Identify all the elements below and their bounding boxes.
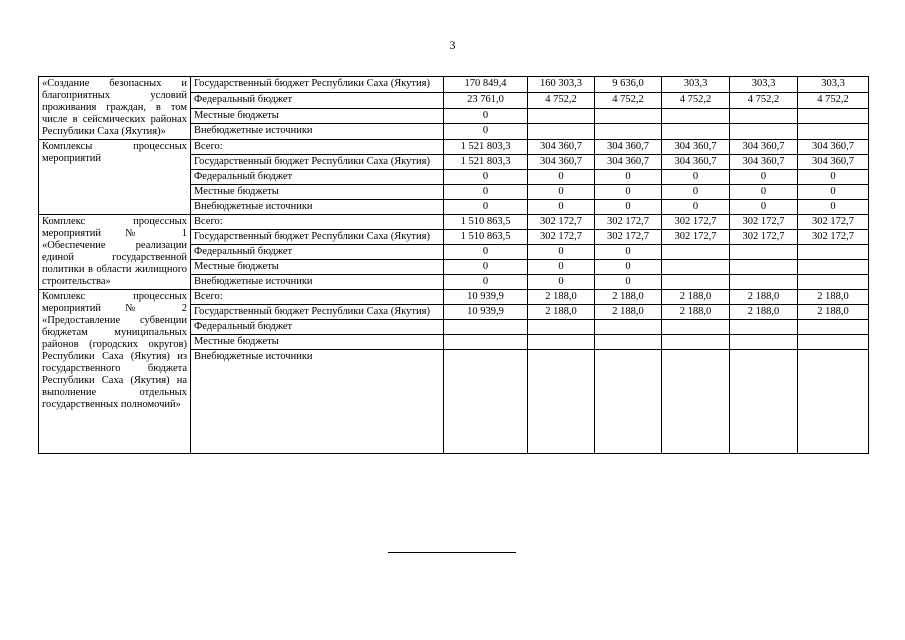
amount-cell: 302 172,7 <box>798 215 869 230</box>
amount-cell: 0 <box>444 200 528 215</box>
amount-cell: 2 188,0 <box>528 305 595 320</box>
funding-source-cell: Местные бюджеты <box>191 260 444 275</box>
funding-source-cell: Местные бюджеты <box>191 185 444 200</box>
table-body <box>39 77 869 454</box>
amount-cell: 1 510 863,5 <box>444 230 528 245</box>
footer-divider <box>388 552 516 553</box>
amount-cell: 4 752,2 <box>662 92 730 108</box>
funding-source-cell: Внебюджетные источники <box>191 124 444 140</box>
amount-cell <box>444 335 528 350</box>
amount-cell: 0 <box>528 245 595 260</box>
amount-cell <box>662 245 730 260</box>
amount-cell: 304 360,7 <box>798 155 869 170</box>
amount-cell: 2 188,0 <box>730 305 798 320</box>
amount-cell: 2 188,0 <box>528 290 595 305</box>
funding-source-cell: Всего: <box>191 290 444 305</box>
amount-cell <box>798 245 869 260</box>
amount-cell <box>662 108 730 124</box>
funding-source-cell: Федеральный бюджет <box>191 245 444 260</box>
amount-cell: 2 188,0 <box>662 290 730 305</box>
amount-cell: 0 <box>528 275 595 290</box>
amount-cell <box>730 108 798 124</box>
amount-cell: 0 <box>444 108 528 124</box>
amount-cell: 0 <box>662 185 730 200</box>
table-row <box>39 215 869 230</box>
amount-cell: 170 849,4 <box>444 77 528 93</box>
amount-cell: 304 360,7 <box>730 155 798 170</box>
amount-cell: 0 <box>798 170 869 185</box>
amount-cell: 0 <box>730 170 798 185</box>
amount-cell <box>662 335 730 350</box>
amount-cell: 0 <box>595 170 662 185</box>
amount-cell <box>595 350 662 454</box>
amount-cell: 1 521 803,3 <box>444 140 528 155</box>
funding-source-cell: Государственный бюджет Республики Саха (Якутия) <box>191 155 444 170</box>
funding-source-cell: Внебюджетные источники <box>191 275 444 290</box>
table-row <box>39 77 869 93</box>
amount-cell: 302 172,7 <box>662 230 730 245</box>
funding-source-cell: Государственный бюджет Республики Саха (Якутия) <box>191 77 444 93</box>
funding-table <box>38 76 869 454</box>
amount-cell: 4 752,2 <box>528 92 595 108</box>
funding-source-cell: Всего: <box>191 140 444 155</box>
amount-cell <box>595 335 662 350</box>
amount-cell: 2 188,0 <box>798 290 869 305</box>
amount-cell <box>662 124 730 140</box>
amount-cell: 0 <box>595 275 662 290</box>
amount-cell: 304 360,7 <box>662 155 730 170</box>
amount-cell: 0 <box>444 260 528 275</box>
amount-cell: 4 752,2 <box>595 92 662 108</box>
amount-cell: 304 360,7 <box>528 155 595 170</box>
amount-cell <box>662 320 730 335</box>
amount-cell: 0 <box>798 200 869 215</box>
amount-cell <box>730 275 798 290</box>
amount-cell <box>798 350 869 454</box>
amount-cell: 302 172,7 <box>528 230 595 245</box>
amount-cell: 2 188,0 <box>730 290 798 305</box>
amount-cell: 1 521 803,3 <box>444 155 528 170</box>
amount-cell: 302 172,7 <box>730 215 798 230</box>
amount-cell: 0 <box>595 185 662 200</box>
amount-cell: 0 <box>528 185 595 200</box>
amount-cell: 0 <box>444 124 528 140</box>
amount-cell: 303,3 <box>798 77 869 93</box>
amount-cell <box>798 335 869 350</box>
amount-cell: 0 <box>528 260 595 275</box>
funding-source-cell: Местные бюджеты <box>191 108 444 124</box>
amount-cell <box>595 320 662 335</box>
amount-cell: 0 <box>444 185 528 200</box>
amount-cell: 23 761,0 <box>444 92 528 108</box>
amount-cell: 303,3 <box>662 77 730 93</box>
amount-cell: 4 752,2 <box>730 92 798 108</box>
amount-cell: 0 <box>595 200 662 215</box>
amount-cell: 10 939,9 <box>444 290 528 305</box>
amount-cell: 4 752,2 <box>798 92 869 108</box>
amount-cell: 0 <box>444 275 528 290</box>
funding-source-cell: Федеральный бюджет <box>191 320 444 335</box>
amount-cell: 2 188,0 <box>595 290 662 305</box>
amount-cell: 0 <box>662 170 730 185</box>
amount-cell: 0 <box>798 185 869 200</box>
amount-cell: 0 <box>662 200 730 215</box>
page-number: 3 <box>449 38 456 52</box>
amount-cell <box>730 124 798 140</box>
amount-cell: 2 188,0 <box>798 305 869 320</box>
amount-cell <box>730 320 798 335</box>
amount-cell <box>444 320 528 335</box>
amount-cell <box>662 260 730 275</box>
amount-cell: 304 360,7 <box>528 140 595 155</box>
amount-cell: 302 172,7 <box>595 215 662 230</box>
amount-cell: 302 172,7 <box>798 230 869 245</box>
amount-cell <box>595 108 662 124</box>
amount-cell <box>730 260 798 275</box>
event-name-cell: «Создание безопасных и благоприятных условий проживания граждан, в том числе в сейсмических районах Республики Саха (Якутия)» <box>39 77 191 140</box>
amount-cell: 0 <box>730 200 798 215</box>
amount-cell: 303,3 <box>730 77 798 93</box>
amount-cell: 0 <box>528 200 595 215</box>
amount-cell: 304 360,7 <box>595 140 662 155</box>
amount-cell: 0 <box>595 260 662 275</box>
event-name-cell: Комплекс процессных мероприятий № 2 «Предоставление субвенции бюджетам муниципальных районов (городских округов) Республики Саха (Якутия) из государственного бюджета Республики Саха (Якутия) на выполнение отдельных государственных полномочий» <box>39 290 191 454</box>
table-row <box>39 140 869 155</box>
amount-cell: 304 360,7 <box>798 140 869 155</box>
amount-cell: 0 <box>595 245 662 260</box>
amount-cell: 9 636,0 <box>595 77 662 93</box>
event-name-cell: Комплекс процессных мероприятий № 1 «Обеспечение реализации единой государственной политики в области жилищного строительства» <box>39 215 191 290</box>
amount-cell: 302 172,7 <box>730 230 798 245</box>
amount-cell <box>528 108 595 124</box>
funding-source-cell: Федеральный бюджет <box>191 170 444 185</box>
funding-source-cell: Государственный бюджет Республики Саха (Якутия) <box>191 305 444 320</box>
amount-cell <box>798 108 869 124</box>
amount-cell <box>730 350 798 454</box>
amount-cell <box>798 275 869 290</box>
amount-cell: 302 172,7 <box>528 215 595 230</box>
amount-cell: 160 303,3 <box>528 77 595 93</box>
amount-cell <box>730 335 798 350</box>
funding-source-cell: Внебюджетные источники <box>191 200 444 215</box>
amount-cell <box>798 260 869 275</box>
amount-cell: 302 172,7 <box>595 230 662 245</box>
amount-cell <box>528 335 595 350</box>
funding-source-cell: Федеральный бюджет <box>191 92 444 108</box>
amount-cell <box>662 350 730 454</box>
amount-cell: 1 510 863,5 <box>444 215 528 230</box>
amount-cell: 0 <box>444 170 528 185</box>
amount-cell: 0 <box>730 185 798 200</box>
amount-cell: 10 939,9 <box>444 305 528 320</box>
amount-cell: 302 172,7 <box>662 215 730 230</box>
amount-cell <box>528 320 595 335</box>
amount-cell <box>662 275 730 290</box>
amount-cell: 2 188,0 <box>595 305 662 320</box>
amount-cell: 304 360,7 <box>595 155 662 170</box>
amount-cell: 0 <box>528 170 595 185</box>
amount-cell <box>444 350 528 454</box>
amount-cell: 0 <box>444 245 528 260</box>
amount-cell <box>528 350 595 454</box>
funding-source-cell: Местные бюджеты <box>191 335 444 350</box>
funding-source-cell: Внебюджетные источники <box>191 350 444 454</box>
amount-cell: 2 188,0 <box>662 305 730 320</box>
amount-cell <box>595 124 662 140</box>
event-name-cell: Комплексы процессных мероприятий <box>39 140 191 215</box>
amount-cell <box>798 320 869 335</box>
amount-cell <box>798 124 869 140</box>
table-row <box>39 290 869 305</box>
amount-cell <box>730 245 798 260</box>
amount-cell: 304 360,7 <box>662 140 730 155</box>
funding-source-cell: Государственный бюджет Республики Саха (Якутия) <box>191 230 444 245</box>
amount-cell: 304 360,7 <box>730 140 798 155</box>
funding-source-cell: Всего: <box>191 215 444 230</box>
amount-cell <box>528 124 595 140</box>
